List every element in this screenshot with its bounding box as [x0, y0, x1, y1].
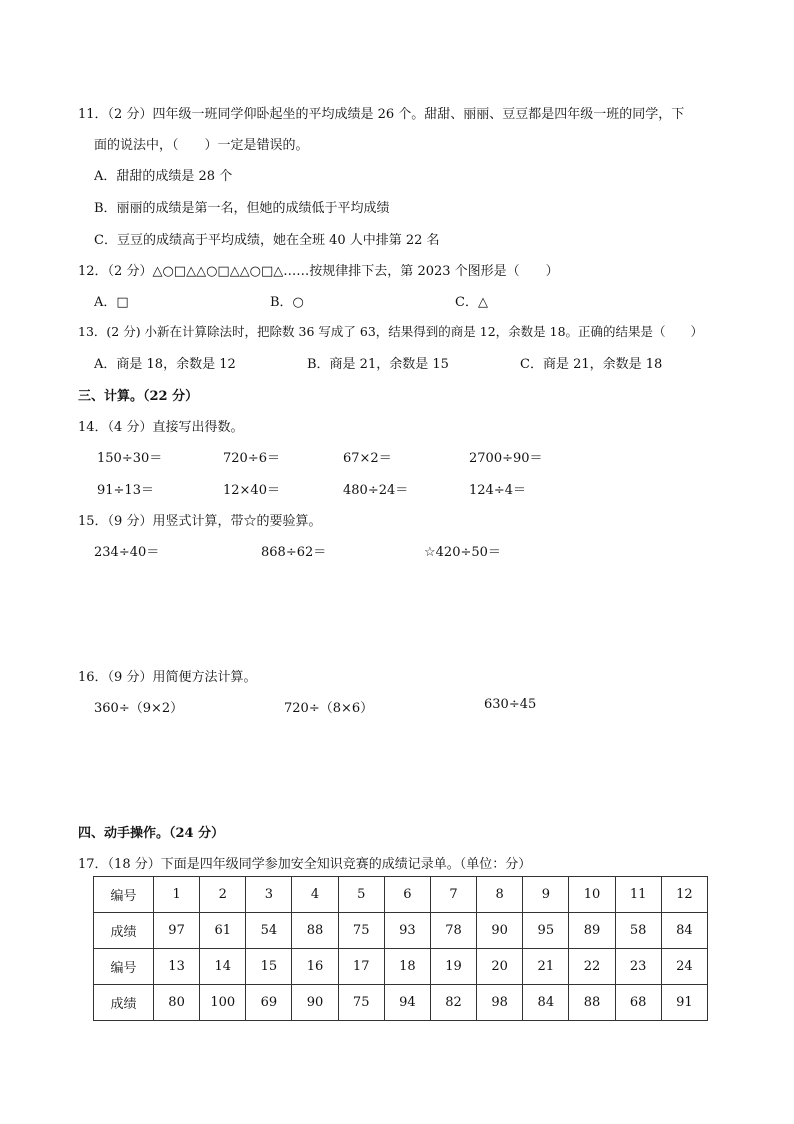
table-row: [94, 949, 708, 985]
table-cell: 88: [292, 913, 338, 949]
q14-item: 480÷24＝: [343, 483, 409, 498]
table-cell: 58: [615, 913, 661, 949]
q15-item: ☆420÷50＝: [424, 545, 501, 560]
table-cell: 14: [200, 949, 246, 985]
table-cell: 7: [430, 877, 476, 913]
table-row: [94, 877, 708, 913]
q11-option-c: C．豆豆的成绩高于平均成绩，她在全班 40 人中排第 22 名: [94, 233, 440, 248]
table-cell: 19: [430, 949, 476, 985]
q11-option-b: B．丽丽的成绩是第一名，但她的成绩低于平均成绩: [94, 201, 390, 216]
score-table-body: [94, 877, 708, 1021]
q14-item: 12×40＝: [223, 483, 280, 498]
q14-item: 67×2＝: [343, 451, 392, 466]
table-row: [94, 913, 708, 949]
q14-item: 2700÷90＝: [469, 451, 543, 466]
q14-item: 91÷13＝: [97, 483, 154, 498]
table-cell: 90: [292, 985, 338, 1021]
table-cell: 94: [384, 985, 430, 1021]
table-cell: 98: [477, 985, 523, 1021]
table-cell: 22: [569, 949, 615, 985]
q13-option-c: C．商是 21，余数是 18: [520, 357, 663, 372]
table-cell: 23: [615, 949, 661, 985]
table-cell: 9: [523, 877, 569, 913]
q11-option-a: A．甜甜的成绩是 28 个: [94, 169, 233, 184]
table-cell: 13: [154, 949, 200, 985]
q11-stem-line1: 11．（2 分）四年级一班同学仰卧起坐的平均成绩是 26 个。甜甜、丽丽、豆豆都是四年级一班的同学，下: [78, 107, 685, 122]
table-cell: 78: [430, 913, 476, 949]
table-cell: 1: [154, 877, 200, 913]
table-cell: 69: [246, 985, 292, 1021]
q16-item: 630÷45: [484, 697, 537, 712]
q15-item: 868÷62＝: [261, 545, 327, 560]
table-cell: 2: [200, 877, 246, 913]
table-cell: 88: [569, 985, 615, 1021]
table-cell: 21: [523, 949, 569, 985]
table-cell: 84: [523, 985, 569, 1021]
table-cell: 20: [477, 949, 523, 985]
section-4-title: 四、动手操作。（24 分）: [78, 826, 225, 841]
q11-stem-line2: 面的说法中，（ ）一定是错误的。: [94, 138, 309, 153]
table-cell: 97: [154, 913, 200, 949]
table-cell: 80: [154, 985, 200, 1021]
score-table: [93, 876, 708, 1021]
q12-option-b: B．○: [270, 295, 304, 310]
table-cell: 12: [661, 877, 707, 913]
q17-stem: 17．（18 分）下面是四年级同学参加安全知识竞赛的成绩记录单。（单位：分）: [78, 857, 532, 872]
table-row-header: 成绩: [94, 985, 154, 1021]
table-cell: 15: [246, 949, 292, 985]
table-cell: 54: [246, 913, 292, 949]
table-cell: 90: [477, 913, 523, 949]
q13-stem: 13．(2 分) 小新在计算除法时，把除数 36 写成了 63，结果得到的商是 12，余数是 18。正确的结果是（ ）: [78, 324, 704, 339]
table-cell: 8: [477, 877, 523, 913]
table-row-header: 编号: [94, 877, 154, 913]
table-cell: 100: [200, 985, 246, 1021]
section-3-title: 三、计算。（22 分）: [78, 389, 199, 404]
table-cell: 89: [569, 913, 615, 949]
table-cell: 4: [292, 877, 338, 913]
q13-option-b: B．商是 21，余数是 15: [307, 357, 449, 372]
table-cell: 16: [292, 949, 338, 985]
q15-stem: 15．（9 分）用竖式计算，带☆的要验算。: [78, 514, 322, 529]
table-row-header: 编号: [94, 949, 154, 985]
table-row: [94, 985, 708, 1021]
table-cell: 10: [569, 877, 615, 913]
table-cell: 17: [338, 949, 384, 985]
q14-item: 150÷30＝: [97, 451, 163, 466]
table-row-header: 成绩: [94, 913, 154, 949]
q12-option-a: A．□: [94, 295, 129, 310]
q14-stem: 14．（4 分）直接写出得数。: [78, 420, 244, 435]
q14-item: 124÷4＝: [469, 483, 526, 498]
q15-item: 234÷40＝: [94, 545, 160, 560]
table-cell: 24: [661, 949, 707, 985]
table-cell: 3: [246, 877, 292, 913]
q16-stem: 16．（9 分）用简便方法计算。: [78, 670, 257, 685]
q16-item: 720÷（8×6）: [284, 701, 374, 716]
table-cell: 6: [384, 877, 430, 913]
table-cell: 11: [615, 877, 661, 913]
table-cell: 95: [523, 913, 569, 949]
table-cell: 84: [661, 913, 707, 949]
q12-option-c: C．△: [455, 295, 488, 310]
table-cell: 5: [338, 877, 384, 913]
q12-stem: 12．（2 分）△○□△△○□△△○□△……按规律排下去，第 2023 个图形是（ ）: [78, 264, 559, 279]
table-cell: 82: [430, 985, 476, 1021]
q14-item: 720÷6＝: [223, 451, 280, 466]
table-cell: 75: [338, 913, 384, 949]
table-cell: 68: [615, 985, 661, 1021]
q13-option-a: A．商是 18，余数是 12: [94, 357, 236, 372]
table-cell: 61: [200, 913, 246, 949]
table-cell: 18: [384, 949, 430, 985]
q16-item: 360÷（9×2）: [94, 701, 184, 716]
table-cell: 91: [661, 985, 707, 1021]
table-cell: 75: [338, 985, 384, 1021]
table-cell: 93: [384, 913, 430, 949]
